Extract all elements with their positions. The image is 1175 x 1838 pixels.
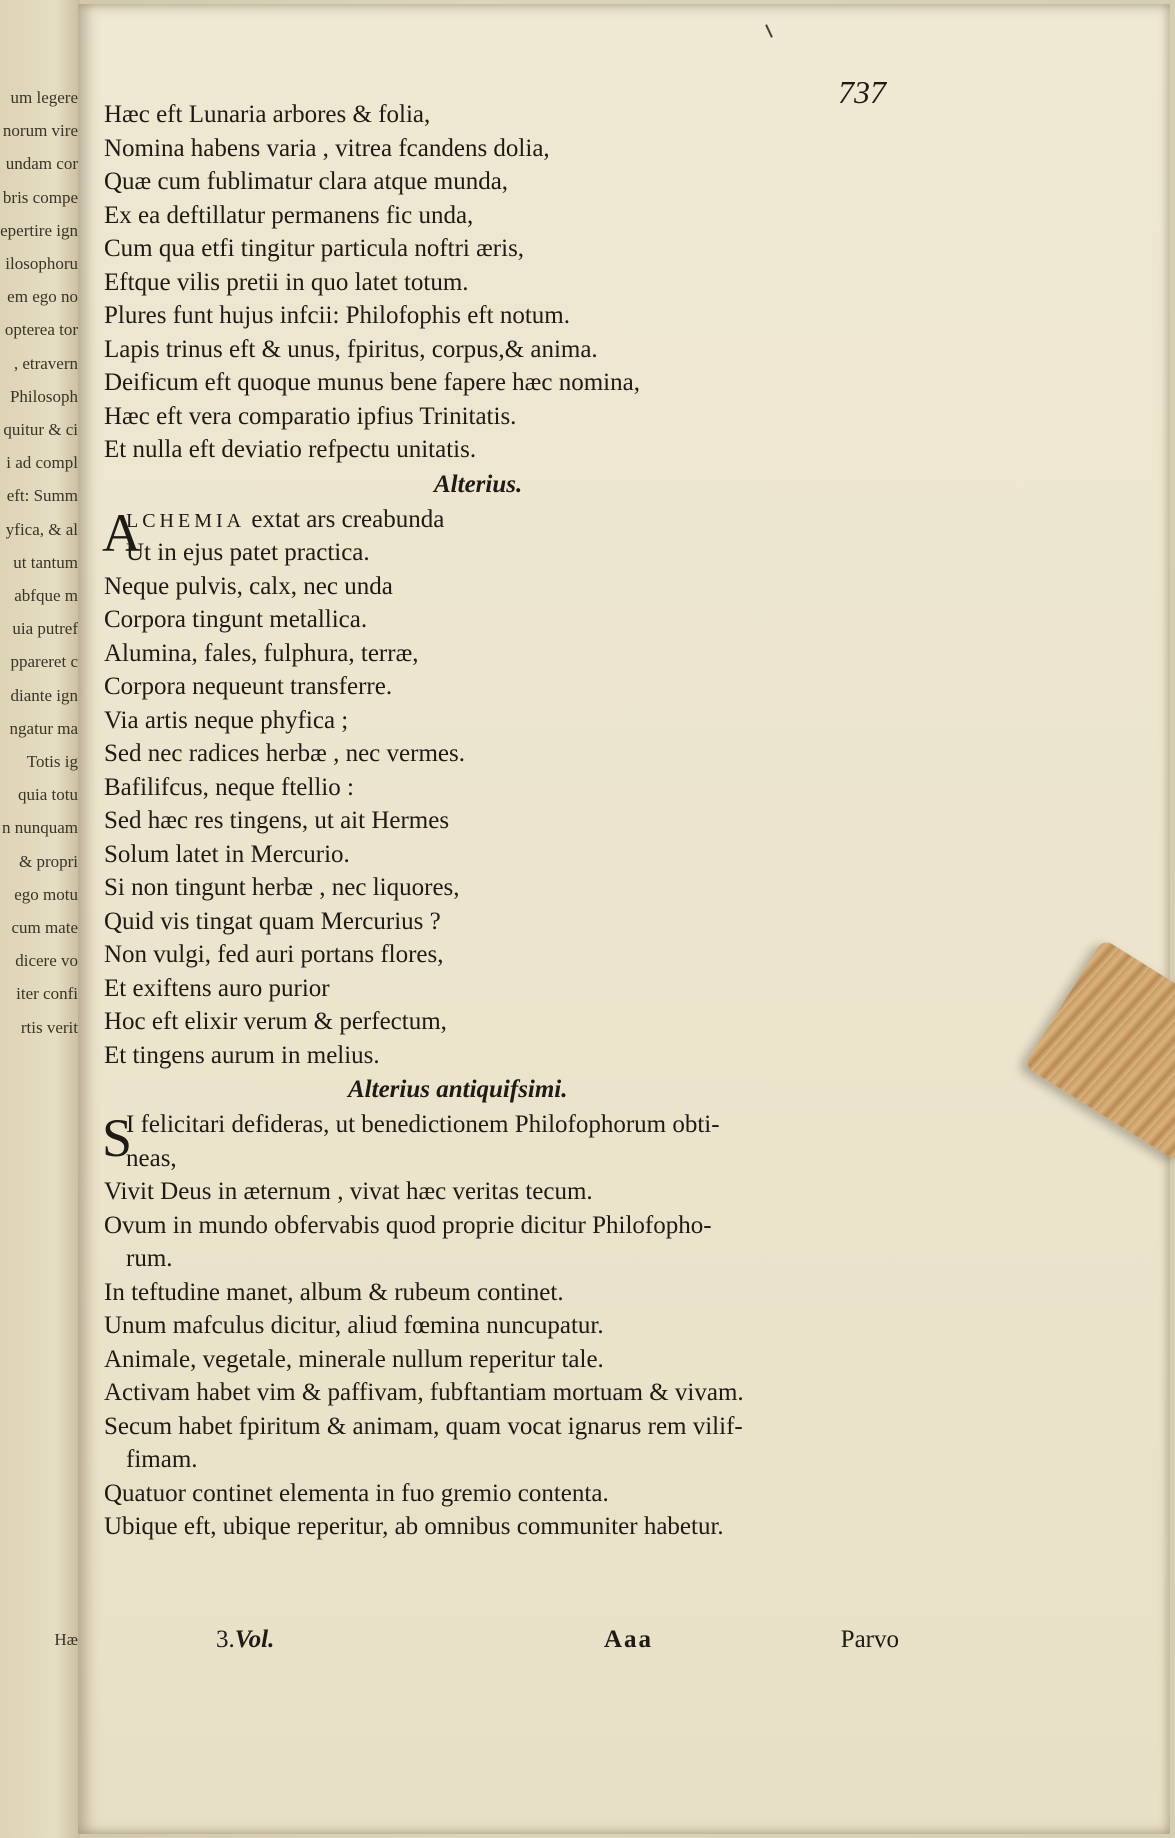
- left-page-edge: [0, 0, 80, 1838]
- left-page-fragment: quitur & ci: [3, 420, 78, 439]
- left-page-fragment: eft: Summ: [6, 486, 78, 506]
- left-page-fragment: quia totu: [18, 785, 78, 805]
- left-page-fragment: dicere vo: [15, 951, 78, 971]
- poem-line: Ex ea deftillatur permanens fic unda,: [104, 201, 474, 229]
- poem-line: Deificum eft quoque munus bene fapere hæc nomina,: [104, 369, 640, 396]
- catchword: Parvo: [840, 1626, 899, 1653]
- poem-line: Et exiftens auro purior: [104, 974, 330, 1002]
- left-page-fragment: & propri: [18, 851, 78, 871]
- left-page-fragment: em ego no: [7, 287, 78, 307]
- poem-line: Via artis neque phyfica ;: [104, 706, 349, 734]
- page-footer: [104, 1626, 899, 1660]
- poem-line: Neque pulvis, calx, nec unda: [104, 572, 393, 600]
- drop-cap: A: [102, 502, 141, 563]
- left-page-fragment: abfque m: [14, 586, 78, 605]
- page-number: 737: [838, 74, 886, 110]
- poem-line: Et tingens aurum in melius.: [104, 1041, 380, 1069]
- left-page-fragment: um legere: [10, 88, 78, 107]
- poem-line: In teftudine manet, album & rubeum continet.: [104, 1278, 564, 1306]
- poem-line: Non vulgi, fed auri portans flores,: [104, 941, 444, 968]
- poem-lunaria: [104, 98, 904, 467]
- poem-line: Hoc eft elixir verum & perfectum,: [104, 1008, 447, 1035]
- poem-line: Unum mafculus dicitur, aliud fœmina nuncupatur.: [104, 1312, 604, 1339]
- poem-line: Ut in ejus patet practica.: [126, 539, 370, 566]
- left-page-fragment: epertire ign: [0, 220, 78, 240]
- poem-line: Quatuor continet elementa in fuo gremio contenta.: [104, 1479, 609, 1507]
- poem-line: Ubique eft, ubique reperitur, ab omnibus communiter habetur.: [104, 1513, 724, 1540]
- poem-line-continuation: fimam.: [126, 1446, 198, 1473]
- left-page-fragment: undam cor: [5, 154, 78, 174]
- left-page-fragment: ppareret c: [10, 652, 78, 672]
- poem-line: Plures funt hujus infcii: Philofophis eft notum.: [104, 302, 570, 329]
- poem-line: Cum qua etfi tingitur particula noftri æris,: [104, 235, 525, 262]
- left-page-fragment: ngatur ma: [9, 718, 78, 738]
- poem-alchemia: [104, 503, 904, 1073]
- poem-line: Quæ cum fublimatur clara atque munda,: [104, 168, 509, 195]
- poem-line: Hæc eft Lunaria arbores & folia,: [104, 101, 431, 128]
- left-page-fragment: diante ign: [10, 685, 78, 705]
- heading-alterius: Alterius.: [434, 470, 523, 498]
- first-line-rest: extat ars creabunda: [245, 505, 445, 533]
- poem-line: Solum latet in Mercurio.: [104, 840, 350, 868]
- poem-line: Quid vis tingat quam Mercurius ?: [104, 907, 441, 935]
- poem-line: Et nulla eft deviatio refpectu unitatis.: [104, 436, 477, 463]
- poem-line: Sed nec radices herbæ , nec vermes.: [104, 740, 465, 767]
- left-page-fragment: , etravern: [13, 353, 78, 373]
- poem-line-continuation: neas,: [126, 1144, 177, 1172]
- poem-line: Vivit Deus in æternum , vivat hæc veritas tecum.: [104, 1178, 593, 1205]
- smallcaps-word: LCHEMIA: [126, 509, 246, 532]
- left-page-fragment: opterea tor: [4, 320, 78, 340]
- poem-line: Sed hæc res tingens, ut ait Hermes: [104, 807, 450, 834]
- drop-cap: S: [102, 1108, 133, 1168]
- poem-line: Corpora tingunt metallica.: [104, 606, 368, 633]
- poem-line: Ovum in mundo obfervabis quod proprie dicitur Philofopho-: [104, 1211, 712, 1239]
- poem-felicitari: [104, 1108, 904, 1544]
- poem-line: Animale, vegetale, minerale nullum reperitur tale.: [104, 1345, 604, 1373]
- page-text: [104, 98, 904, 1544]
- left-page-fragment: cum mate: [11, 918, 78, 937]
- first-line-text: I felicitari defideras, ut benedictionem Philofophorum obti-: [126, 1111, 720, 1138]
- left-page-fragment: yfica, & al: [5, 519, 78, 539]
- signature-mark: Aaa: [604, 1626, 654, 1653]
- left-page-fragment: n nunquam: [1, 818, 78, 838]
- poem-line: Hæc eft vera comparatio ipfius Trinitatis.: [104, 402, 517, 430]
- left-page-fragment: bris compe: [2, 187, 78, 207]
- left-page-fragment: Hæ: [54, 1630, 78, 1649]
- poem-line-continuation: rum.: [126, 1245, 173, 1272]
- left-page-fragment: rtis verit: [20, 1017, 78, 1037]
- poem-line: Alumina, fales, fulphura, terræ,: [104, 639, 419, 667]
- ink-speck: [765, 24, 773, 38]
- poem-line: Bafilifcus, neque ftellio :: [104, 773, 354, 801]
- left-page-fragment: ut tantum: [13, 552, 78, 572]
- left-page-fragment: iter confi: [16, 984, 78, 1004]
- left-page-fragment: ego motu: [14, 884, 78, 904]
- volume-mark: [216, 1626, 274, 1654]
- first-line-text: [104, 506, 444, 533]
- poem-line: Activam habet vim & paffivam, fubftantiam mortuam & vivam.: [104, 1379, 744, 1406]
- volume-label: Vol.: [234, 1626, 275, 1653]
- left-page-fragment: i ad compl: [6, 453, 78, 473]
- left-page-fragment: uia putref: [12, 619, 78, 639]
- poem-line: Corpora nequeunt transferre.: [104, 673, 393, 700]
- left-page-fragment: Totis ig: [26, 752, 78, 771]
- heading-antiquissimi: Alterius antiquifsimi.: [348, 1076, 568, 1103]
- poem-line: Nomina habens varia , vitrea fcandens dolia,: [104, 134, 550, 162]
- poem-line: Lapis trinus eft & unus, fpiritus, corpus,& anima.: [104, 335, 598, 363]
- poem-line: Si non tingunt herbæ , nec liquores,: [104, 874, 460, 901]
- volume-number: 3.: [216, 1626, 235, 1653]
- left-page-fragment: ilosophoru: [5, 254, 78, 273]
- left-page-fragment: Philosoph: [9, 386, 78, 406]
- poem-line: Eftque vilis pretii in quo latet totum.: [104, 268, 469, 296]
- poem-line: Secum habet fpiritum & animam, quam vocat ignarus rem vilif-: [104, 1412, 743, 1440]
- left-page-fragment: norum vire: [2, 121, 78, 141]
